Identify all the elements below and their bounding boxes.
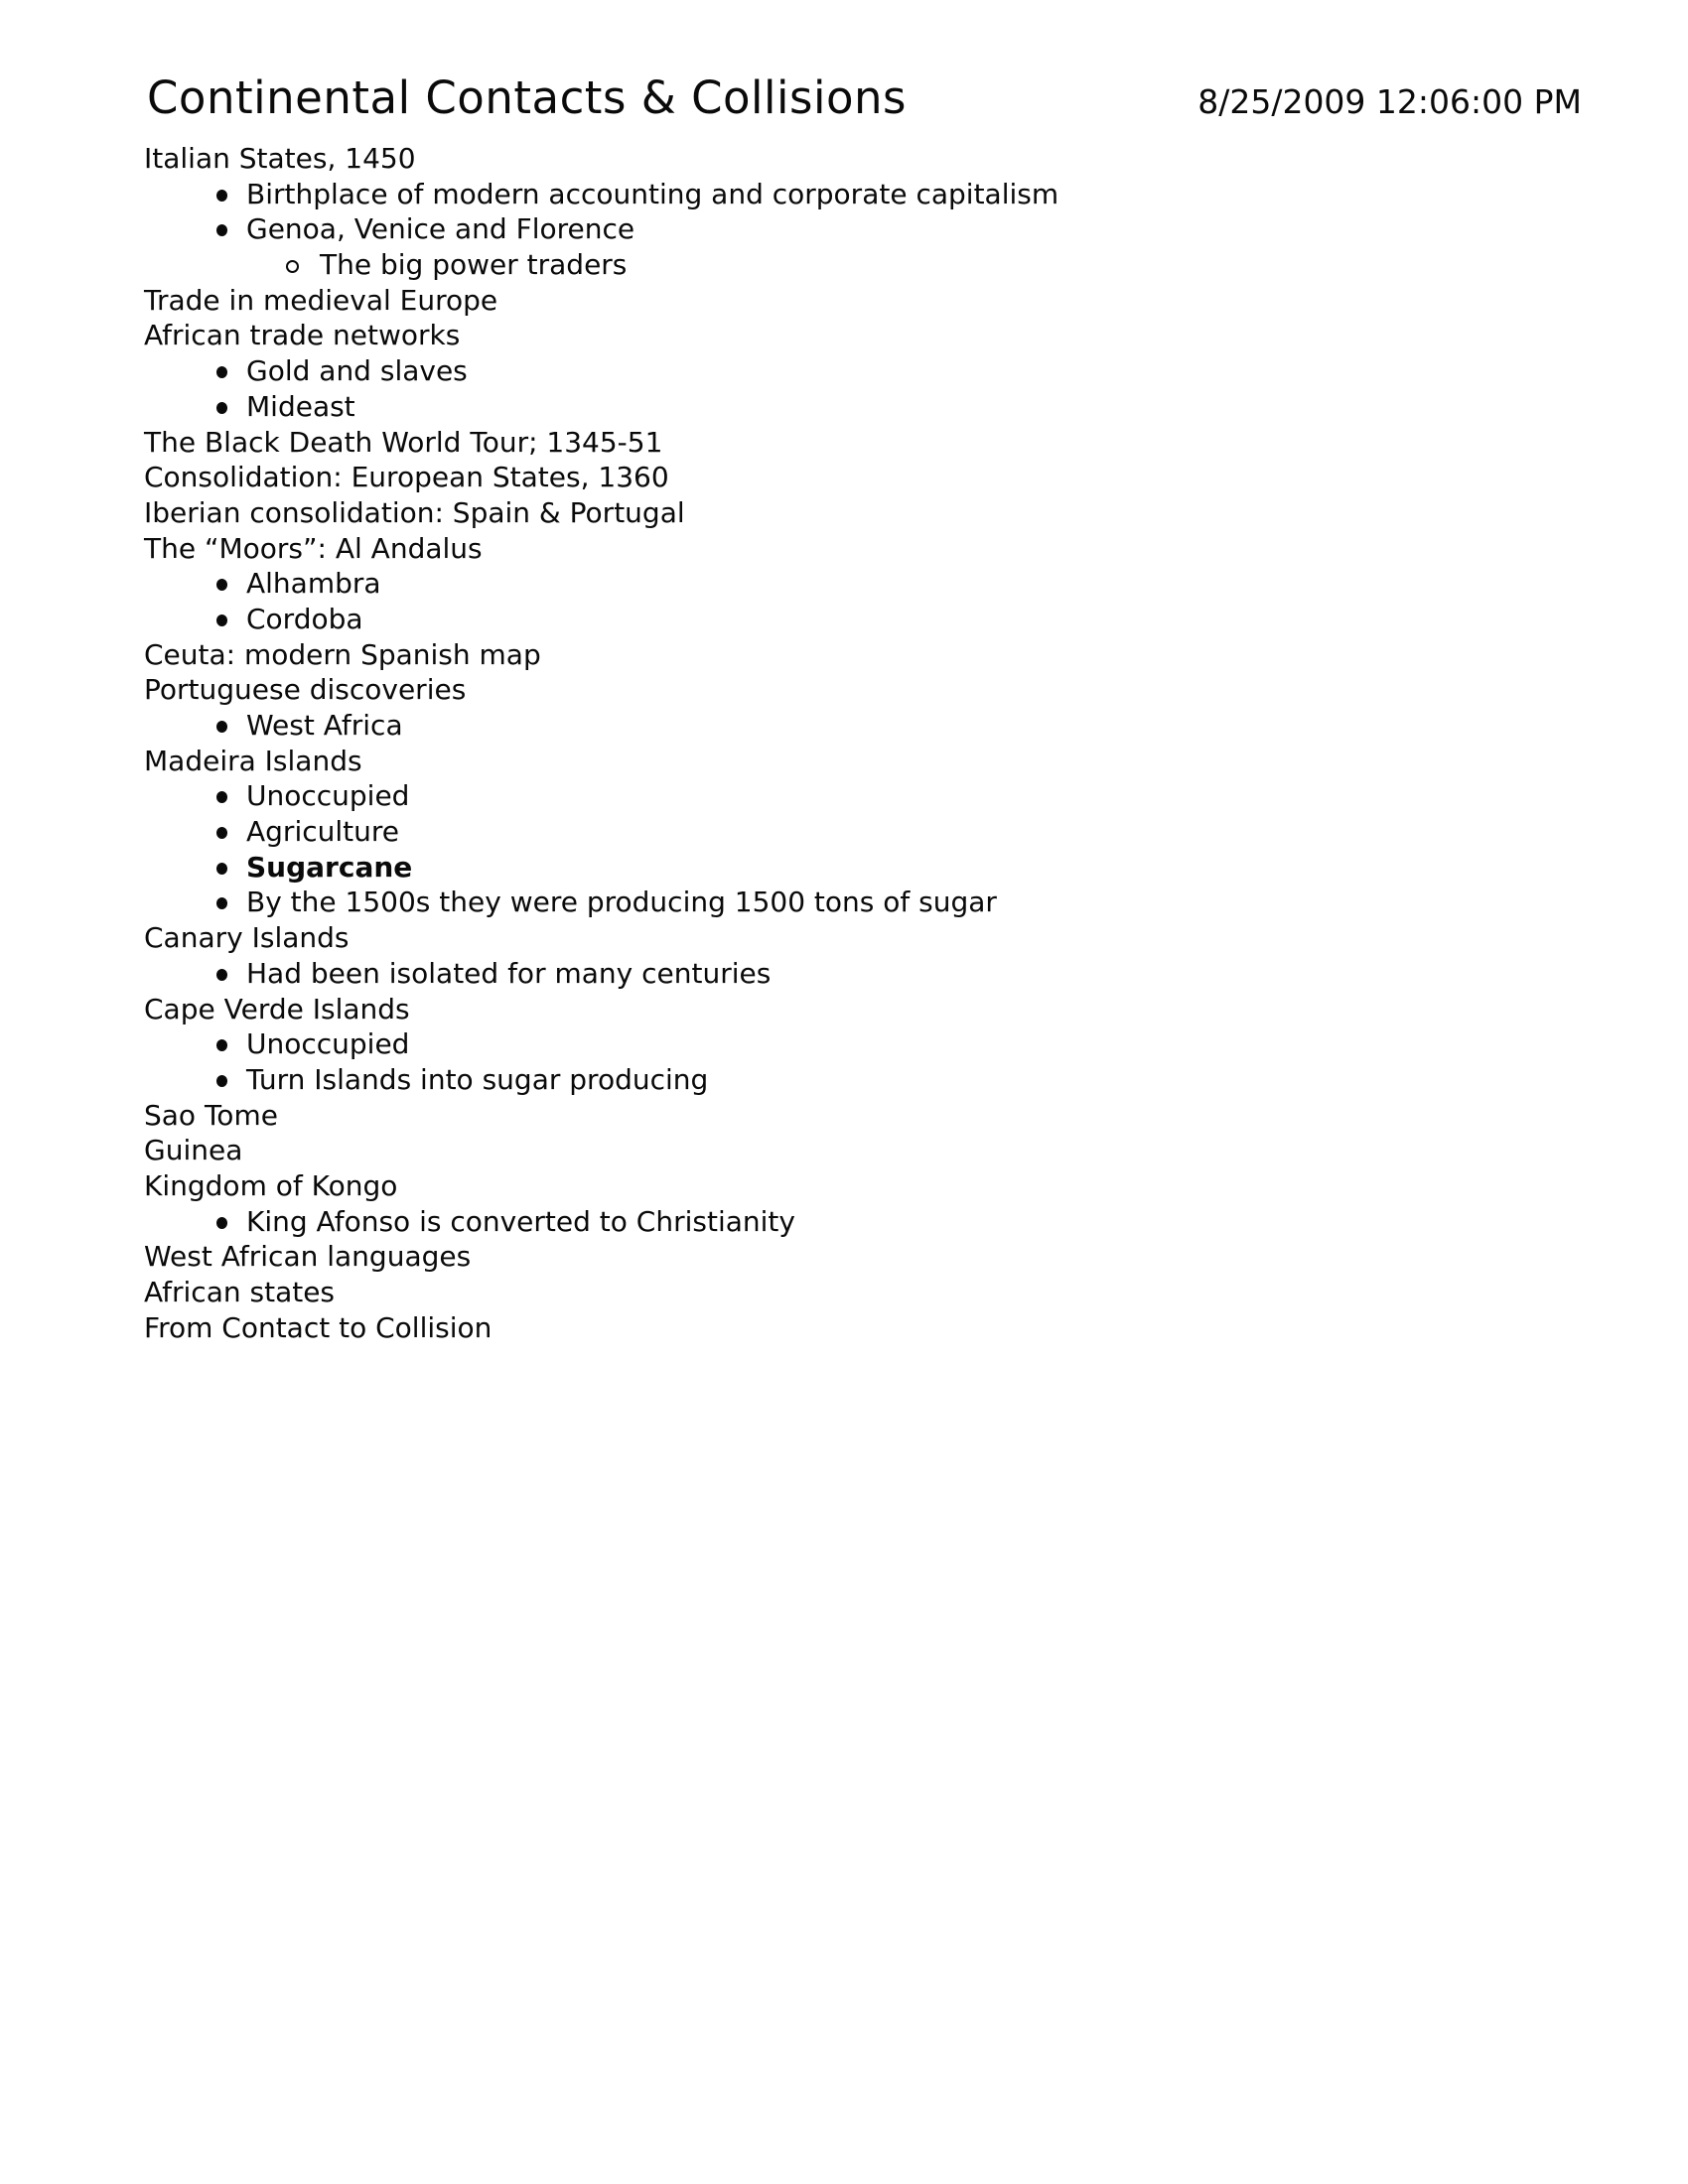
outline-item (144, 1098, 1594, 1134)
outline-item-text: Trade in medieval Europe (144, 283, 498, 317)
outline-item-text: By the 1500s they were producing 1500 tons of sugar (246, 886, 997, 919)
outline-item-text: Consolidation: European States, 1360 (144, 461, 669, 494)
outline-item-text: Gold and slaves (246, 354, 468, 388)
outline-item (144, 1062, 1594, 1098)
outline-item (144, 177, 1594, 212)
outline-item (144, 956, 1594, 992)
outline-item (144, 1310, 1594, 1346)
bullet-disc-icon (216, 827, 227, 839)
outline-item (144, 885, 1594, 920)
outline-item (144, 1168, 1594, 1204)
document-header (147, 71, 1582, 124)
outline-item-text: Cordoba (246, 602, 363, 635)
outline-item-text: Turn Islands into sugar producing (246, 1062, 709, 1096)
outline-item-text: Iberian consolidation: Spain & Portugal (144, 495, 685, 529)
outline-item (144, 637, 1594, 673)
outline-item-text: West Africa (246, 709, 403, 742)
outline-item (144, 778, 1594, 814)
outline-item (144, 566, 1594, 602)
outline-item (144, 283, 1594, 319)
outline-item-text: Madeira Islands (144, 744, 362, 777)
outline-item-text: The Black Death World Tour; 1345-51 (144, 425, 663, 459)
outline-item-text: Cape Verde Islands (144, 992, 410, 1025)
outline-item-text: Alhambra (246, 567, 381, 601)
outline-item-text: Unoccupied (246, 779, 410, 813)
outline-item (144, 318, 1594, 353)
outline-item-text: King Afonso is converted to Christianity (246, 1204, 795, 1238)
outline-item (144, 1239, 1594, 1275)
outline-item-text: Birthplace of modern accounting and corporate capitalism (246, 177, 1059, 210)
bullet-disc-icon (216, 863, 227, 875)
outline-item-text: African trade networks (144, 319, 461, 352)
outline-item (144, 460, 1594, 495)
outline-item-text: Portuguese discoveries (144, 673, 467, 707)
outline-item-text: Ceuta: modern Spanish map (144, 637, 541, 671)
outline-item (144, 708, 1594, 744)
outline-item-text: The “Moors”: Al Andalus (144, 531, 483, 565)
outline-item-text: Had been isolated for many centuries (246, 956, 772, 990)
outline-item-text: Canary Islands (144, 921, 350, 955)
outline-list (144, 141, 1594, 1345)
outline-item (144, 992, 1594, 1027)
bullet-disc-icon (216, 614, 227, 626)
bullet-disc-icon (216, 224, 227, 236)
outline-item-text: From Contact to Collision (144, 1310, 492, 1344)
outline-item (144, 744, 1594, 779)
page-title: Continental Contacts & Collisions (147, 71, 907, 124)
outline-item (144, 850, 1594, 886)
outline-item-text: Genoa, Venice and Florence (246, 212, 635, 246)
outline-item-text: The big power traders (320, 248, 628, 282)
bullet-disc-icon (216, 1039, 227, 1051)
bullet-disc-icon (216, 791, 227, 803)
outline-item-text: Kingdom of Kongo (144, 1168, 398, 1202)
outline-item-text: Sao Tome (144, 1098, 278, 1132)
bullet-circle-icon (286, 260, 299, 273)
outline-item-text: West African languages (144, 1240, 472, 1274)
outline-item (144, 531, 1594, 567)
outline-item (144, 1026, 1594, 1062)
outline-item-text: Sugarcane (246, 850, 413, 884)
outline-item (144, 353, 1594, 389)
outline-item (144, 1275, 1594, 1310)
outline-item (144, 425, 1594, 461)
outline-item-text: Mideast (246, 389, 355, 423)
outline-item-text: Guinea (144, 1134, 243, 1167)
outline-item (144, 814, 1594, 850)
bullet-disc-icon (216, 190, 227, 202)
outline-item-text: Italian States, 1450 (144, 142, 416, 175)
bullet-disc-icon (216, 402, 227, 414)
bullet-disc-icon (216, 721, 227, 733)
bullet-disc-icon (216, 579, 227, 591)
outline-item-text: Agriculture (246, 815, 399, 849)
outline-item (144, 141, 1594, 177)
outline-item (144, 1133, 1594, 1168)
outline-item (144, 920, 1594, 956)
bullet-disc-icon (216, 1217, 227, 1229)
outline-item (144, 495, 1594, 531)
bullet-disc-icon (216, 969, 227, 981)
document-timestamp: 8/25/2009 12:06:00 PM (1197, 82, 1582, 121)
outline-item (144, 1204, 1594, 1240)
outline-item (144, 672, 1594, 708)
outline-item-text: African states (144, 1276, 336, 1308)
outline-item (144, 247, 1594, 283)
outline-item (144, 602, 1594, 637)
bullet-disc-icon (216, 897, 227, 909)
outline-item (144, 389, 1594, 425)
outline-item (144, 211, 1594, 247)
bullet-disc-icon (216, 1075, 227, 1087)
outline-item-text: Unoccupied (246, 1027, 410, 1061)
bullet-disc-icon (216, 366, 227, 378)
